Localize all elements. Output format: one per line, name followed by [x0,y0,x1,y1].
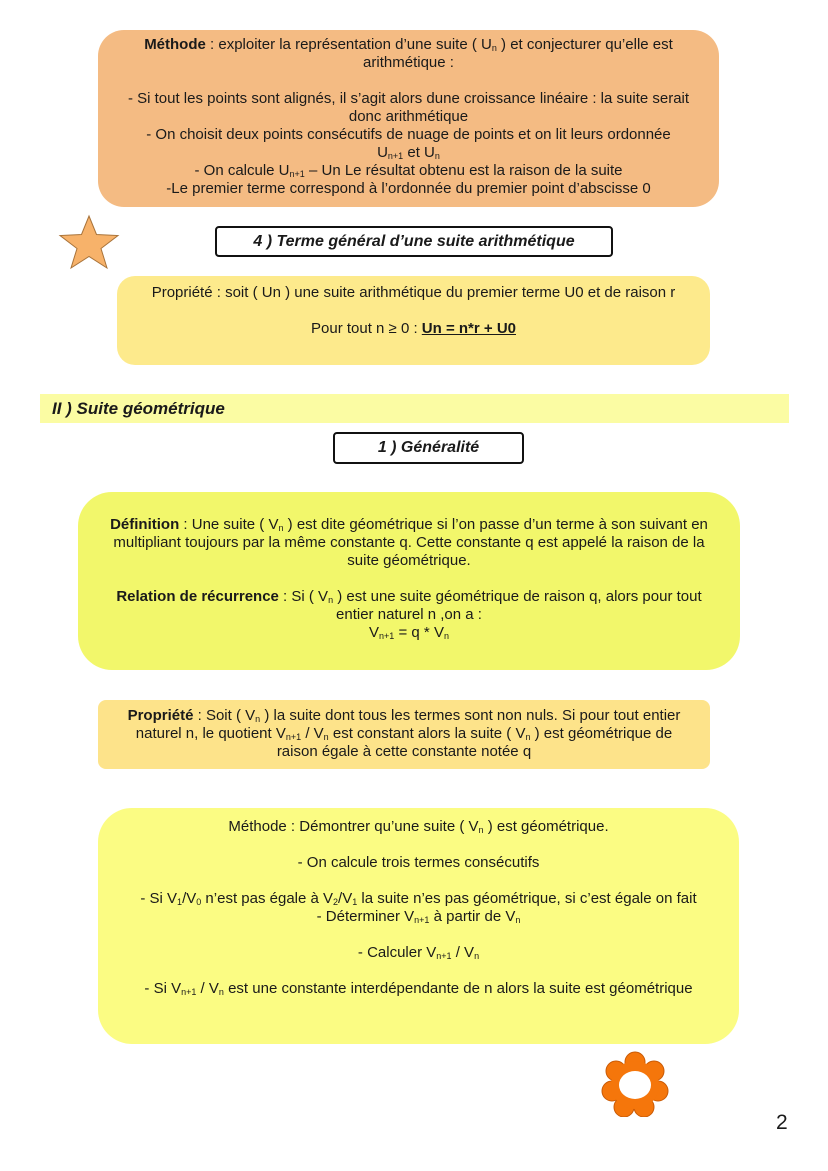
section-title: II ) Suite géométrique [52,399,225,418]
methode-geo-title: Méthode : Démontrer qu’une suite ( $V_n$ ) est géométrique. [228,818,609,835]
propriete-geo-text: Propriété : Soit ( $V_n$ ) la suite dont tous les termes sont non nuls. Si pour tout entier naturel n, le quotient $V_{n+1} / V_n$ est constant alors la suite ( $V_n$ ) est géométrique de raison égale à cette constante notée q [127,707,681,760]
methode-geo-step: - On calcule trois termes consécutifs [297,854,540,871]
propriete-formula-line: Pour tout n ≥ 0 : Un = n*r + U0 [311,320,516,337]
propriete-geometrique-box [98,700,710,769]
methode-arithmetique-box [98,30,719,207]
propriete-arithmetique-box [117,276,710,365]
formula-terme-general: Un = n*r + U0 [421,320,516,337]
relation-recurrence: Relation de récurrence : Si ( $V_n$ ) est une suite géométrique de raison q, alors pour tout entier naturel n ,on a : [116,588,702,623]
recurrence-formula: $V_{n+1} = q * V_n$ [369,624,449,641]
methode-geo-step: - Si $V_1/V_0$ n’est pas égale à $V_2/V_1$ la suite n’es pas géométrique, si c’est égale on fait [140,890,697,907]
methode-line: -Le premier terme correspond à l’ordonnée du premier point d’abscisse 0 [166,180,651,197]
methode-geo-step: - Si $V_{n+1} / V_n$ est une constante interdépendante de n alors la suite est géométrique [144,980,693,997]
methode-line: $U_{n+1}$ et $U_n$ [377,144,440,161]
methode-geo-step: - Déterminer $V_{n+1}$ à partir de $V_n$ [316,908,521,925]
star-icon [57,213,121,271]
heading-generalite: 1 ) Généralité [333,432,524,464]
methode-line: - Si tout les points sont alignés, il s’agit alors dune croissance linéaire : la suite serait donc arithmétique [127,90,690,125]
section-banner [40,394,789,423]
methode-geometrique-box [98,808,739,1044]
definition-box [78,492,740,670]
page-number: 2 [776,1111,788,1134]
methode-title: Méthode : exploiter la représentation d’une suite ( $U_n$ ) et conjecturer qu’elle est arithmétique : [144,36,673,71]
propriete-text: Propriété : soit ( Un ) une suite arithmétique du premier terme U0 et de raison r [151,284,676,301]
definition-text: Définition : Une suite ( $V_n$ ) est dite géométrique si l’on passe d’un terme à son suivant en multipliant toujours par la même constante q. Cette constante q est appelé la raison de la suite géométrique. [110,516,708,569]
methode-geo-step: - Calculer $V_{n+1} / V_n$ [357,944,480,961]
flower-icon [598,1051,672,1117]
methode-line: - On calcule $U_{n+1}$ – Un Le résultat obtenu est la raison de la suite [194,162,623,179]
heading-terme-general: 4 ) Terme général d’une suite arithmétique [215,226,613,257]
methode-line: - On choisit deux points consécutifs de nuage de points et on lit leurs ordonnée [146,126,671,143]
